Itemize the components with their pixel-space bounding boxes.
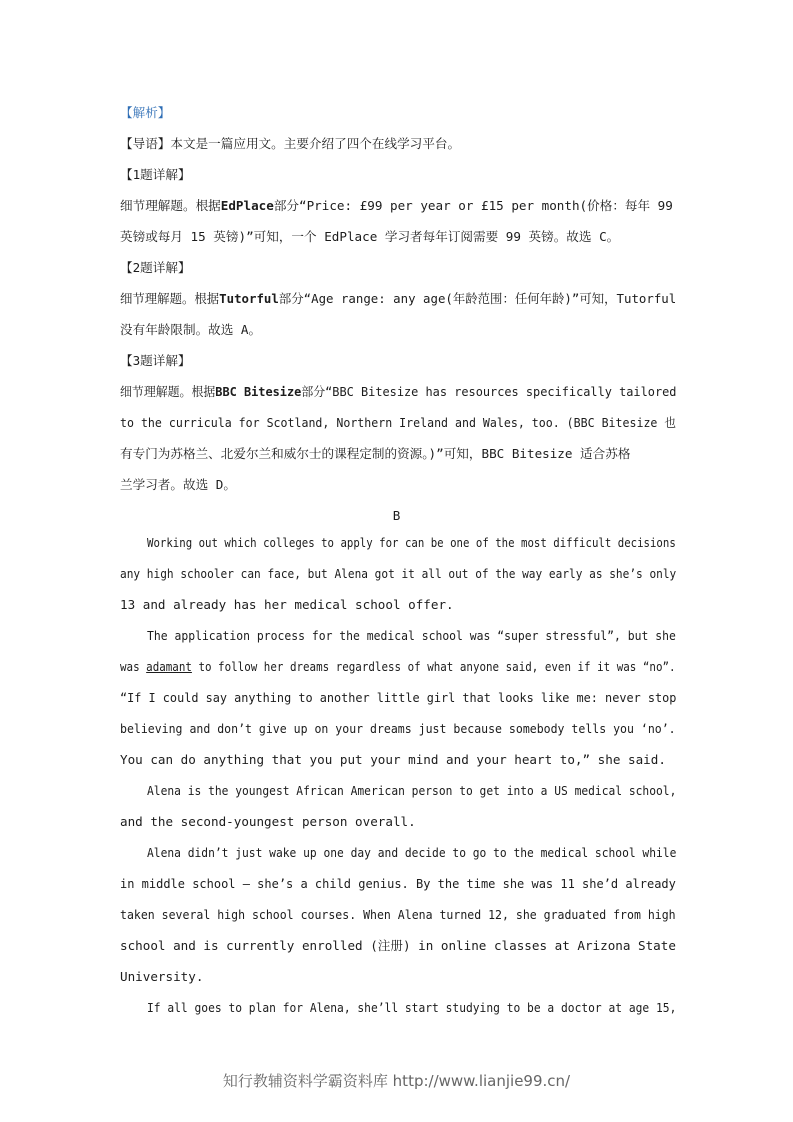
text-run: 细节理解题。根据 xyxy=(120,384,216,399)
passage-line-7: believing and don’t give up on your dreams just because somebody tells you ‘no’. xyxy=(120,721,676,736)
q3-line-1 xyxy=(120,384,676,400)
passage-line-11: Alena didn’t just wake up one day and decide to go to the medical school while xyxy=(147,845,677,860)
q3-line-2: to the curricula for Scotland, Northern Ireland and Wales, too. (BBC Bitesize 也 xyxy=(120,415,676,430)
intro-line: 【导语】本文是一篇应用文。主要介绍了四个在线学习平台。 xyxy=(120,136,461,151)
passage-line-9: Alena is the youngest African American person to get into a US medical school, xyxy=(147,783,677,798)
q1-line-2: 英镑或每月 15 英镑)”可知，一个 EdPlace 学习者每年订阅需要 99 英镑。故选 C。 xyxy=(120,229,620,244)
passage-line-16: If all goes to plan for Alena, she’ll start studying to be a doctor at age 15, xyxy=(147,1000,677,1015)
q3-line-3: 有专门为苏格兰、北爱尔兰和威尔士的课程定制的资源。)”可知，BBC Bitesize 适合苏格 xyxy=(120,446,631,461)
text-run: 部分“BBC Bitesize has resources specifically tailored xyxy=(301,384,677,399)
q1-line-1 xyxy=(120,198,676,214)
q3-line-4: 兰学习者。故选 D。 xyxy=(120,477,236,492)
analysis-heading: 【解析】 xyxy=(120,105,171,120)
passage-line-8: You can do anything that you put your mind and your heart to,” she said. xyxy=(120,752,666,767)
passage-line-10: and the second-youngest person overall. xyxy=(120,814,416,829)
passage-line-14: school and is currently enrolled (注册) in online classes at Arizona State xyxy=(120,938,676,953)
text-run: 部分“Age range: any age(年龄范围：任何年龄)”可知，Tutorful xyxy=(278,291,677,306)
section-b-title: B xyxy=(392,508,401,523)
q1-heading: 【1题详解】 xyxy=(120,167,191,182)
text-run: 部分“Price: £99 per year or £15 per month(价格：每年 99 xyxy=(273,198,673,213)
keyword: Tutorful xyxy=(219,291,279,306)
passage-line-1: Working out which colleges to apply for can be one of the most difficult decisions xyxy=(147,535,676,550)
text-run: was xyxy=(120,659,147,674)
q2-heading: 【2题详解】 xyxy=(120,260,191,275)
passage-line-15: University. xyxy=(120,969,204,984)
q3-heading: 【3题详解】 xyxy=(120,353,191,368)
passage-line-12: in middle school — she’s a child genius. By the time she was 11 she’d already xyxy=(120,876,676,891)
passage-line-4: The application process for the medical school was “super stressful”, but she xyxy=(147,628,676,643)
passage-line-6: “If I could say anything to another little girl that looks like me: never stop xyxy=(120,690,677,705)
keyword: BBC Bitesize xyxy=(215,384,302,399)
text-run: 细节理解题。根据 xyxy=(120,291,220,306)
text-run: 细节理解题。根据 xyxy=(120,198,221,213)
underlined-word: adamant xyxy=(146,659,192,674)
passage-line-3: 13 and already has her medical school offer. xyxy=(120,597,454,612)
q2-line-1 xyxy=(120,291,676,307)
q2-line-2: 没有年龄限制。故选 A。 xyxy=(120,322,262,337)
passage-line-2: any high schooler can face, but Alena got it all out of the way early as she’s only xyxy=(120,566,677,581)
footer-watermark: 知行教辅资料学霸资料库 http://www.lianjie99.cn/ xyxy=(222,1072,571,1090)
passage-line-5 xyxy=(120,659,676,675)
passage-line-13: taken several high school courses. When Alena turned 12, she graduated from high xyxy=(120,907,676,922)
keyword: EdPlace xyxy=(220,198,274,213)
text-run: to follow her dreams regardless of what anyone said, even if it was “no”. xyxy=(191,659,676,674)
